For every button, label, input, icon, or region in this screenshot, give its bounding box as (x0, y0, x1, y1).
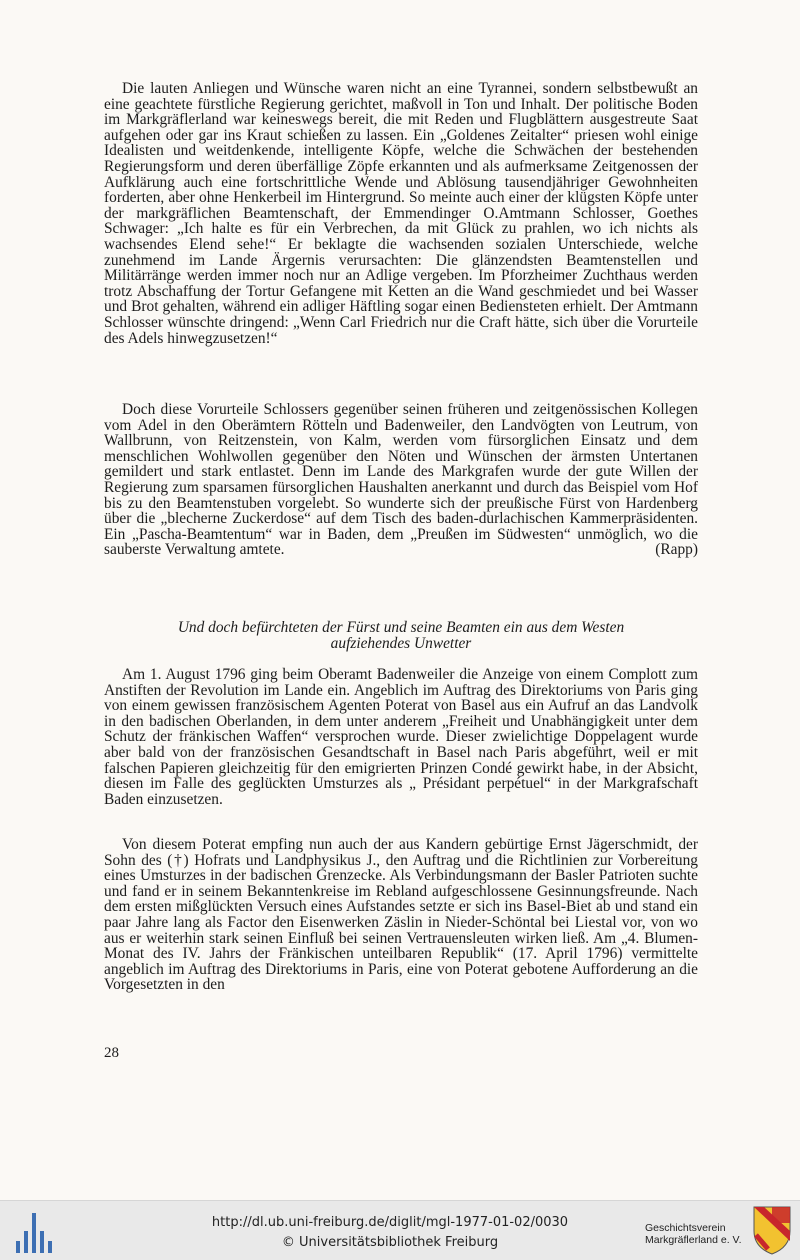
author-tag: (Rapp) (655, 541, 698, 559)
paragraph-3-text: Am 1. August 1796 ging beim Oberamt Badenweiler die Anzeige von einem Complott zum Anstiften der Revolution im Lande ein. Angeblich im Auftrag des Direktoriums von Paris ging von einem gewissen französischem Agenten Poterat von Basel aus ein Aufruf an das Landvolk in den badischen Oberlanden, in dem unter anderem „Freiheit und Unabhängigkeit unter dem Schutz der fränkischen Waffen“ versprochen wurde. Dieser zwielichtige Doppelagent wurde aber bald von der französischen Gesandtschaft in Basel nach Paris abgeführt, weil er mit falschen Papieren gleichzeitig für den emigrierten Prinzen Condé gewirkt habe, in der Absicht, diesen im Falle des geglückten Umsturzes als „ Présidant perpétuel“ in der Markgrafschaft Baden einzusetzen. (104, 666, 698, 808)
footer-org-name (645, 1222, 742, 1246)
paragraph-3 (104, 667, 698, 807)
footer-copyright: © Universitätsbibliothek Freiburg (281, 1235, 499, 1250)
section-heading-line-2: aufziehendes Unwetter (330, 635, 472, 652)
footer-org-line-1: Geschichtsverein (645, 1222, 726, 1234)
section-heading (104, 620, 698, 652)
paragraph-4 (104, 837, 698, 993)
paragraph-2-body: Doch diese Vorurteile Schlossers gegenüber seinen früheren und zeitgenössischen Kollegen vom Adel in den Oberämtern Rötteln und Badenweiler, den Landvögten von Leutrum, von Wallbrunn, von Reitzenstein, von Kalm, werden vom fürsorglichen Einsatz und dem menschlichen Wohlwollen gegenüber den Nöten und Wünschen der ärmsten Untertanen gemildert und stark entlastet. Denn im Lande des Markgrafen wurde der gute Willen der Regierung zum sparsamen fürsorglichen Haushalten anerkannt und durch das Beispiel vom Hof bis zu den Beamtenstuben vorgelebt. So wunderte sich der preußische Fürst von Hardenberg über die „blecherne Zuckerdose“ auf dem Tisch des baden-durlachischen Kammerpräsidenten. Ein „Pascha-Beamtentum“ war in Baden, dem „Preußen im Südwesten“ unmöglich, wo die sauberste Verwaltung amtete. (104, 401, 698, 559)
coat-of-arms-icon (752, 1205, 792, 1255)
footer-org-line-2: Markgräflerland e. V. (645, 1234, 742, 1246)
paragraph-1 (104, 81, 698, 346)
ub-logo-icon[interactable] (14, 1211, 54, 1253)
page-number: 28 (104, 1045, 119, 1061)
section-heading-line-1: Und doch befürchteten der Fürst und seine Beamten ein aus dem Westen (177, 619, 625, 636)
footer-bar (0, 1200, 800, 1260)
paragraph-4-text: Von diesem Poterat empfing nun auch der aus Kandern gebürtige Ernst Jägerschmidt, der Sohn des (†) Hofrats und Landphysikus J., den Auftrag und die Richtlinien zur Vorbereitung eines Umsturzes in der badischen Grenzecke. Als Verbindungsmann der Basler Patrioten suchte und fand er in seinem Bekanntenkreise im Rebland aufgeschlossene Gesinnungsfreunde. Nach dem ersten mißglückten Versuch eines Aufstandes setzte er sich ins Basel-Biet ab und stand ein paar Jahre lang als Factor den Eisenwerken Zäslin in Nieder-Schöntal bei Liestal vor, von wo aus er weiterhin stark seinen Einfluß bei seinen Vertrauensleuten wirken ließ. Am „4. Blumen-Monat des IV. Jahrs der Fränkischen unteilbaren Republik“ (17. April 1796) vermittelte angeblich im Auftrag des Direktoriums in Paris, eine von Poterat gebotene Aufforderung an die Vorgesetzten in den (104, 836, 698, 994)
footer-url-link[interactable]: http://dl.ub.uni-freiburg.de/diglit/mgl-1977-01-02/0030 (211, 1215, 569, 1230)
paragraph-2-text (104, 402, 698, 558)
paragraph-1-text: Die lauten Anliegen und Wünsche waren nicht an eine Tyrannei, sondern selbstbewußt an eine geachtete fürstliche Regierung gerichtet, maßvoll in Ton und Inhalt. Der politische Boden im Markgräflerland war keineswegs bereit, die mit Reden und Flugblättern ausgestreute Saat aufgehen oder gar ins Kraut schießen zu lassen. Ein „Goldenes Zeitalter“ priesen wohl einige Idealisten und weitdenkende, intelligente Köpfe, welche die Schwächen der bestehenden Regierungsform und deren überfällige Zöpfe erkannten und als aufmerksame Zeitgenossen der Aufklärung auch eine fortschrittliche Wende und Ablösung tausendjähriger Gewohnheiten forderten, aber ohne Henkerbeil im Hintergrund. So meinte auch einer der klügsten Köpfe unter der markgräflichen Beamtenschaft, der Emmendinger O.Amtmann Schlosser, Goethes Schwager: „Ich halte es für ein Verbrechen, da mit Glück zu prahlen, wo ich nichts als wachsendes Elend sehe!“ Er beklagte die wachsenden sozialen Unterschiede, welche zunehmend im Lande Ärgernis verursachten: Die glänzendsten Beamtenstellen und Militärränge werden immer noch nur an Adlige vergeben. Im Pforzheimer Zuchthaus werden trotz Abschaffung der Tortur Gefangene mit Ketten an die Wand geschmiedet und bei Wasser und Brot gehalten, während ein adliger Häftling sogar einen Bediensteten erhielt. Der Amtmann Schlosser wünschte dringend: „Wenn Carl Friedrich nur die Craft hätte, sich über die Vorurteile des Adels hinwegzusetzen!“ (104, 80, 698, 347)
paragraph-2 (104, 402, 698, 558)
